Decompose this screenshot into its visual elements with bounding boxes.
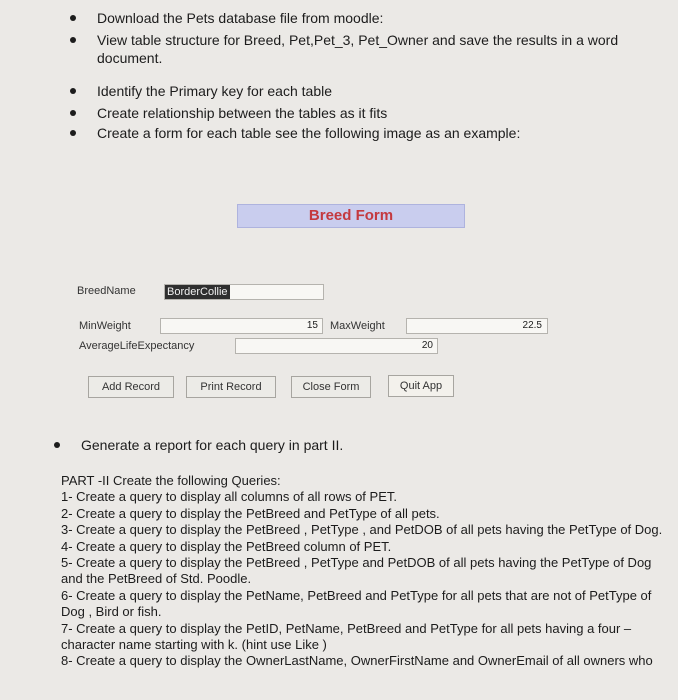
task-form: Create a form for each table see the following image as an example: bbox=[97, 125, 521, 141]
query-line: Dog , Bird or fish. bbox=[61, 604, 162, 620]
breed-form-title: Breed Form bbox=[237, 204, 465, 228]
life-expectancy-label: AverageLifeExpectancy bbox=[79, 340, 195, 352]
max-weight-value: 22.5 bbox=[522, 320, 542, 331]
task-primary-key: Identify the Primary key for each table bbox=[97, 83, 332, 99]
query-line: 6- Create a query to display the PetName, PetBreed and PetType for all pets that are not of PetType of bbox=[61, 587, 652, 603]
task-report: Generate a report for each query in part II. bbox=[81, 437, 344, 453]
print-record-button[interactable]: Print Record bbox=[186, 376, 276, 398]
query-line: 7- Create a query to display the PetID, PetName, PetBreed and PetType for all pets having a four – bbox=[61, 620, 632, 636]
task-view-structure: View table structure for Breed, Pet,Pet_3, Pet_Owner and save the results in a word document. bbox=[97, 32, 619, 66]
task-relationship: Create relationship between the tables as it fits bbox=[97, 105, 388, 121]
query-line: 1- Create a query to display all columns of all rows of PET. bbox=[61, 489, 397, 505]
min-weight-value: 15 bbox=[306, 320, 318, 331]
query-line: character name starting with k. (hint use Like ) bbox=[61, 637, 327, 653]
min-weight-label: MinWeight bbox=[79, 320, 131, 332]
max-weight-label: MaxWeight bbox=[330, 320, 385, 332]
quit-app-button[interactable]: Quit App bbox=[388, 375, 454, 397]
close-form-button[interactable]: Close Form bbox=[291, 376, 371, 398]
part2-heading: PART -II Create the following Queries: bbox=[61, 473, 281, 488]
breed-name-value: BorderCollie bbox=[167, 286, 228, 298]
breed-name-label: BreedName bbox=[77, 285, 136, 297]
part2-queries bbox=[61, 473, 661, 670]
task-download: Download the Pets database file from moodle: bbox=[97, 10, 384, 26]
query-line: 3- Create a query to display the PetBreed , PetType , and PetDOB of all pets having the PetType of Dog. bbox=[61, 522, 663, 538]
query-line: 2- Create a query to display the PetBreed and PetType of all pets. bbox=[61, 505, 440, 521]
query-line: 5- Create a query to display the PetBreed , PetType and PetDOB of all pets having the PetType of Dog bbox=[61, 555, 652, 571]
add-record-button[interactable]: Add Record bbox=[88, 376, 174, 398]
life-expectancy-value: 20 bbox=[421, 340, 433, 351]
query-line: 4- Create a query to display the PetBreed column of PET. bbox=[61, 538, 392, 554]
query-line: and the PetBreed of Std. Poodle. bbox=[61, 571, 252, 587]
query-line: 8- Create a query to display the OwnerLastName, OwnerFirstName and OwnerEmail of all owners who bbox=[61, 653, 653, 669]
